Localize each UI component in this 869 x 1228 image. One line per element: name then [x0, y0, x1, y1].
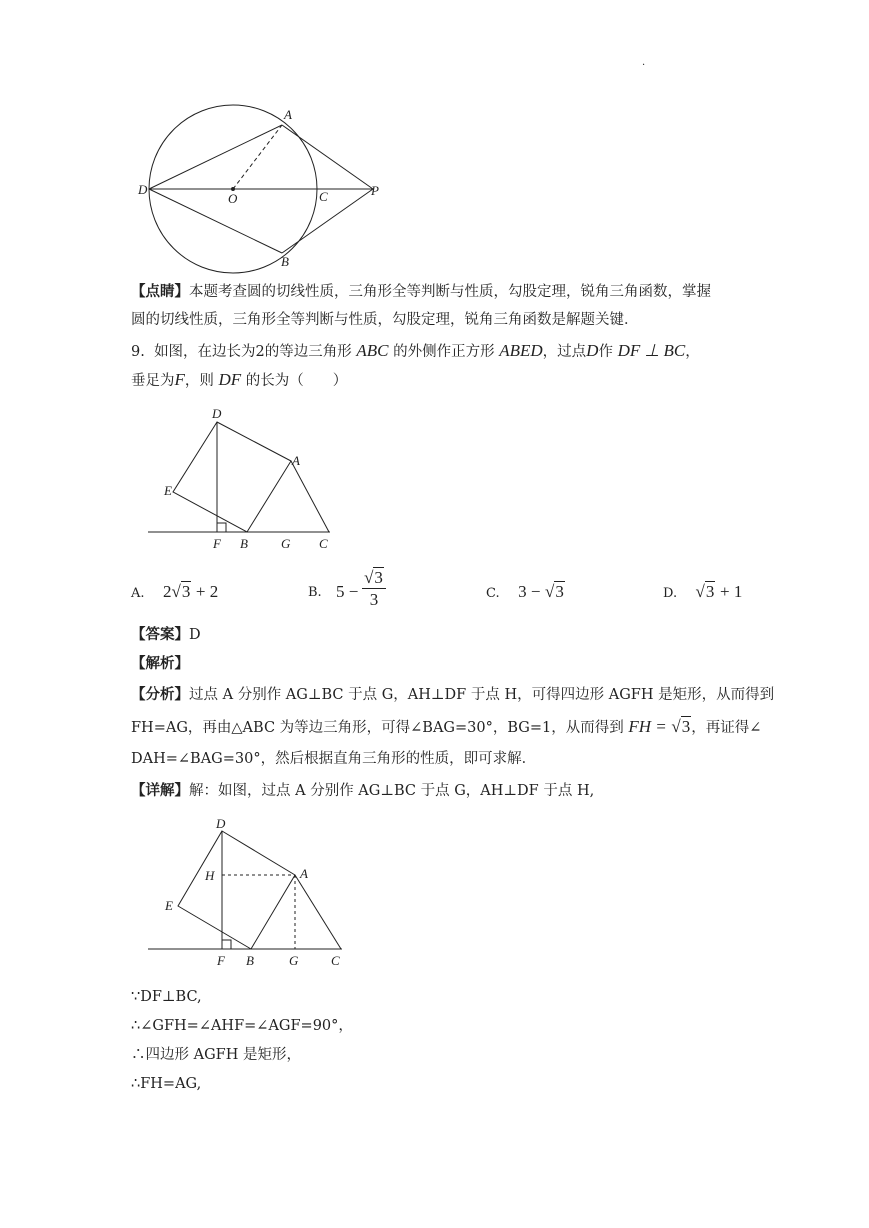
- label-E: E: [165, 898, 173, 913]
- dianjing-tag: 【点睛】: [131, 283, 189, 300]
- option-d[interactable]: D. √3 + 1: [663, 582, 743, 601]
- label-D: D: [138, 182, 148, 197]
- label-A: A: [284, 107, 292, 122]
- fenxi-line3: DAH=∠BAG=30°，然后根据直角三角形的性质，即可求解．: [131, 751, 537, 767]
- figure-circle-tangents: [130, 105, 400, 275]
- label-H: H: [205, 868, 215, 883]
- label-P: P: [371, 183, 379, 198]
- label-G: G: [281, 536, 291, 551]
- step-3: ∴四边形 AGFH 是矩形，: [131, 1047, 301, 1063]
- label-D: D: [212, 406, 222, 421]
- fenxi-line1: 【分析】过点 A 分别作 AG⊥BC 于点 G，AH⊥DF 于点 H，可得四边形 AGFH 是矩形，从而得到: [131, 686, 775, 703]
- label-C: C: [331, 953, 340, 968]
- header-dot: .: [642, 57, 646, 68]
- label-F: F: [217, 953, 225, 968]
- label-C: C: [319, 536, 328, 551]
- label-A: A: [292, 453, 300, 468]
- xiangjie-line1: 【详解】解：如图，过点 A 分别作 AG⊥BC 于点 G，AH⊥DF 于点 H,: [131, 782, 595, 799]
- figure-solution: [145, 815, 355, 975]
- option-c[interactable]: C. 3 − √3: [486, 582, 564, 601]
- step-1: ∵DF⊥BC,: [131, 989, 202, 1005]
- dianjing-line1: 【点睛】本题考查圆的切线性质，三角形全等判断与性质，勾股定理，锐角三角函数，掌握: [131, 283, 711, 300]
- label-D: D: [216, 816, 226, 831]
- label-G: G: [289, 953, 299, 968]
- label-A: A: [300, 866, 308, 881]
- label-B: B: [246, 953, 254, 968]
- jiexi-tag: 【解析】: [131, 655, 189, 672]
- option-b[interactable]: B. 5 − √3 3: [308, 568, 322, 618]
- label-C: C: [319, 189, 328, 204]
- fenxi-line2: FH=AG，再由△ABC 为等边三角形，可得∠BAG=30°，BG=1，从而得到 FH = √3，再证得∠: [131, 717, 762, 736]
- dianjing-line2: 圆的切线性质，三角形全等判断与性质，勾股定理，锐角三角函数是解题关键．: [131, 312, 639, 328]
- label-B: B: [240, 536, 248, 551]
- question-line1: 9. 如图，在边长为2的等边三角形 ABC 的外侧作正方形 ABED，过点D作 DF ⊥ BC，: [131, 341, 700, 360]
- question-line2: 垂足为F，则 DF 的长为（ ）: [131, 370, 348, 389]
- label-F: F: [213, 536, 221, 551]
- answer: 【答案】D: [131, 626, 201, 643]
- figure-square-triangle: [145, 405, 345, 555]
- label-O: O: [228, 191, 238, 206]
- step-4: ∴FH=AG,: [131, 1076, 202, 1092]
- label-B: B: [281, 254, 289, 269]
- label-E: E: [164, 483, 172, 498]
- option-a[interactable]: A. 2√3 + 2: [131, 582, 219, 601]
- step-2: ∴∠GFH=∠AHF=∠AGF=90°，: [131, 1018, 353, 1034]
